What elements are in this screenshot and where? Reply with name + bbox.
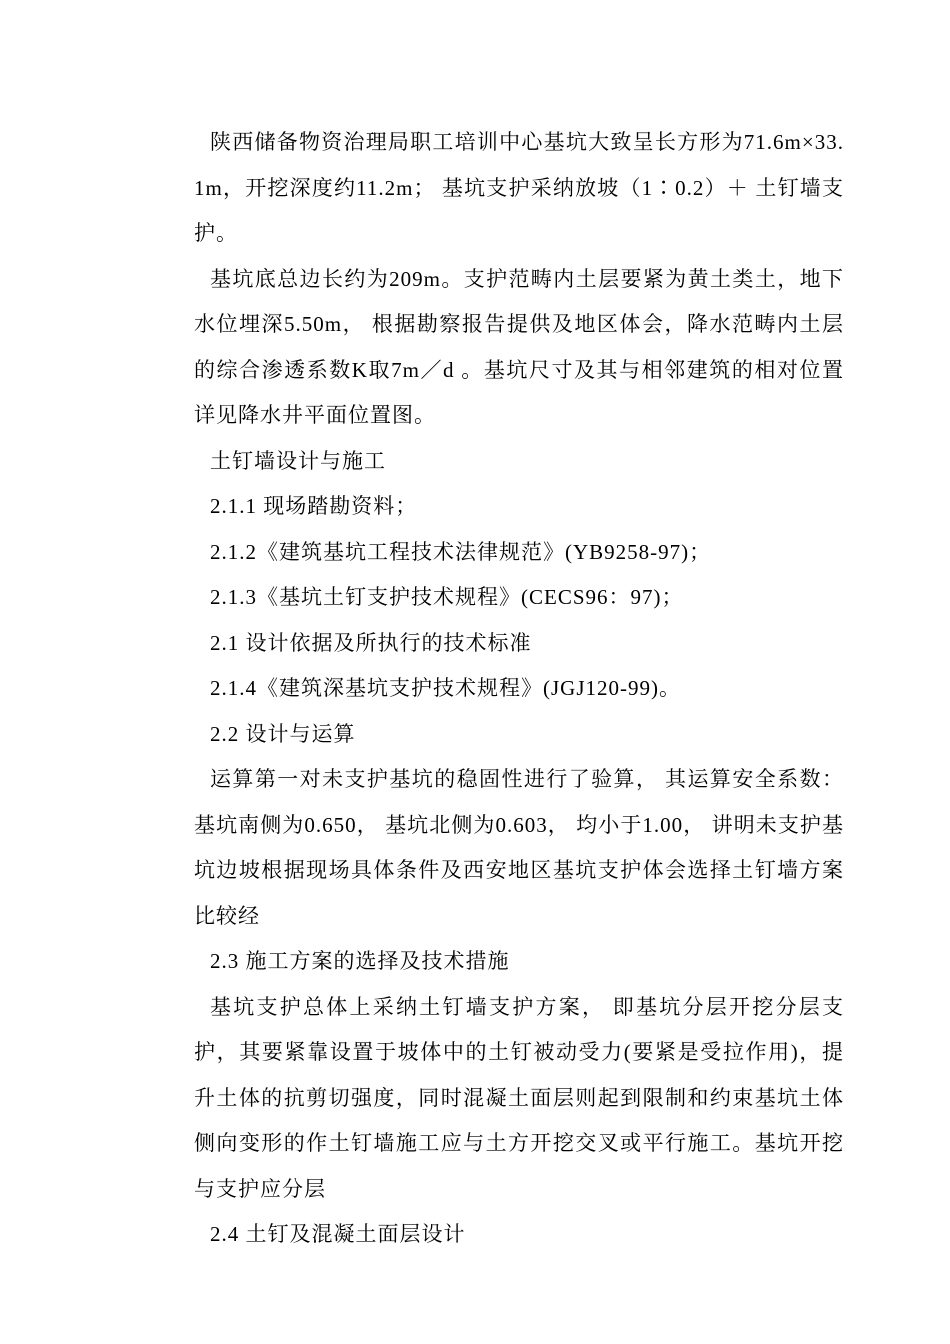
heading-2-2: 2.2 设计与运算 (210, 721, 356, 746)
list-item-2-1-4: 2.1.4《建筑深基坑支护技术规程》(JGJ120-99)。 (210, 676, 681, 700)
heading-2-1: 2.1 设计依据及所执行的技术标准 (210, 630, 532, 655)
paragraph-construction-scheme: 基坑支护总体上采纳土钉墙支护方案， 即基坑分层开挖分层支护，其要紧靠设置于坡体中的土钉被动受力(要紧是受拉作用)，提升土体的抗剪切强度，同时混凝土面层则起到限制和约束基坑土体侧向变形的作土钉墙施工应与土方开挖交叉或平行施工。基坑开挖与支护应分层 (194, 994, 844, 1201)
heading-soil-nail-wall: 土钉墙设计与施工 (210, 448, 386, 473)
paragraph-stability-calculation: 运算第一对未支护基坑的稳固性进行了验算， 其运算安全系数： 基坑南侧为0.650， 基坑北侧为0.603， 均小于1.00， 讲明未支护基坑边坡根据现场具体条件及西安地区基坑支护体会选择土钉墙方案比较经 (194, 767, 844, 928)
heading-2-4: 2.4 土钉及混凝土面层设计 (210, 1222, 466, 1246)
paragraph-soil-conditions: 基坑底总边长约为209m。支护范畴内土层要紧为黄土类土，地下水位埋深5.50m， 根据勘察报告提供及地区体会，降水范畴内土层的综合渗透系数K取7m／d 。基坑尺寸及其与相邻建筑的相对位置详见降水井平面位置图。 (194, 266, 844, 427)
list-item-2-1-2: 2.1.2《建筑基坑工程技术法律规范》(YB9258-97)； (210, 539, 712, 564)
paragraph-site-overview: 陕西储备物资治理局职工培训中心基坑大致呈长方形为71.6m×33.1m，开挖深度约11.2m； 基坑支护采纳放坡（1∶0.2）＋ 土钉墙支护。 (194, 130, 844, 245)
document-body (194, 120, 844, 1258)
heading-2-3: 2.3 施工方案的选择及技术措施 (210, 949, 510, 973)
list-item-2-1-3: 2.1.3《基坑土钉支护技术规程》(CECS96：97)； (210, 585, 684, 609)
list-item-2-1-1: 2.1.1 现场踏勘资料； (210, 494, 418, 518)
